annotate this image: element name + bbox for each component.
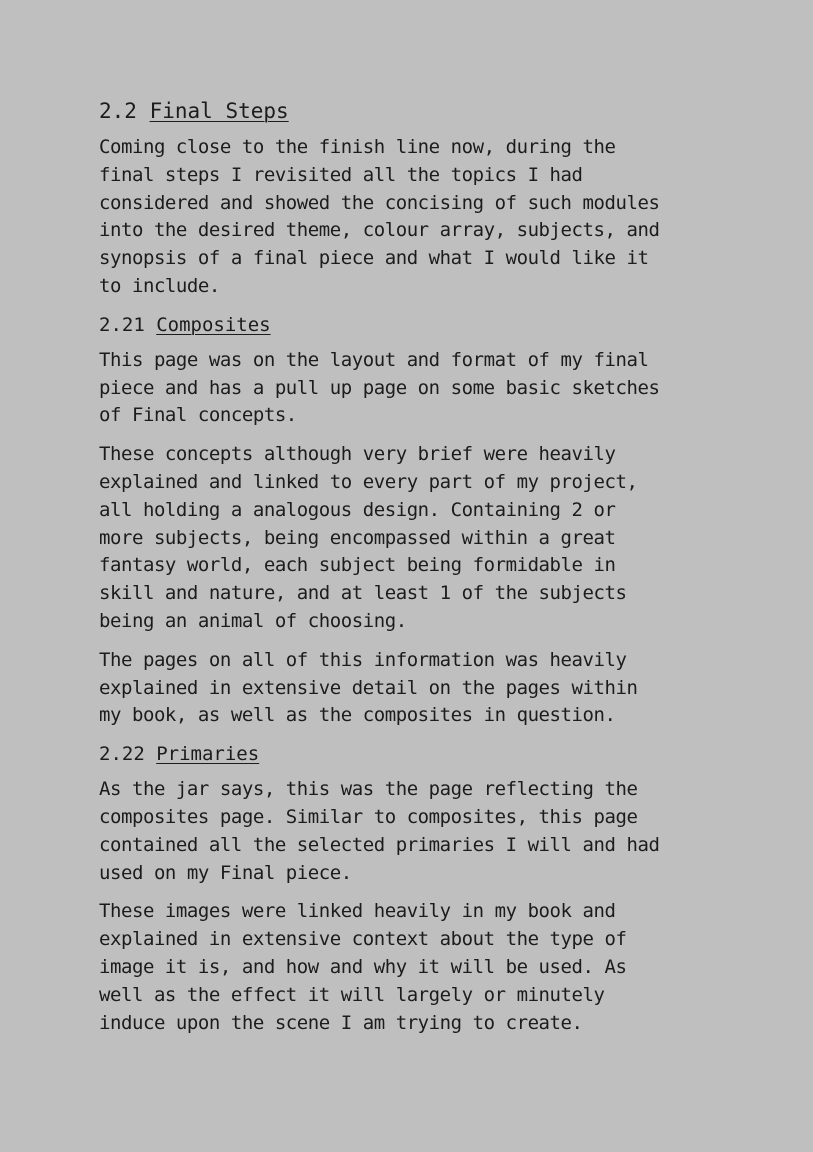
paragraph: As the jar says, this was the page reflecting the composites page. Similar to composites, this page contained all the selected primaries I will and had used on my Final piece.: [99, 778, 660, 884]
subsection-number: 2.22: [99, 743, 145, 766]
section-number: 2.2: [99, 99, 137, 123]
paragraph: These images were linked heavily in my book and explained in extensive context about the type of image it is, and how and why it will be used. As well as the effect it will largely or minutely induce upon the scene I am trying to create.: [99, 900, 627, 1034]
subsection-number: 2.21: [99, 313, 145, 336]
paragraph: These concepts although very brief were heavily explained and linked to every part of my project, all holding a analogous design. Containing 2 or more subjects, being encompassed within a great fantasy world, each subject being formidable in skill and nature, and at least 1 of the subjects being an animal of choosing.: [99, 443, 638, 632]
page-content: [99, 96, 739, 1048]
subsection-title: Primaries: [156, 743, 260, 766]
subsection-heading-composites: [99, 312, 739, 338]
section-heading: [99, 96, 739, 126]
paragraph: The pages on all of this information was heavily explained in extensive detail on the pages within my book, as well as the composites in question.: [99, 648, 638, 727]
subsection-title: Composites: [156, 313, 271, 336]
section-title: Final Steps: [149, 99, 289, 123]
paragraph: This page was on the layout and format of my final piece and has a pull up page on some basic sketches of Final concepts.: [99, 348, 660, 427]
paragraph: Coming close to the finish line now, during the final steps I revisited all the topics I had considered and showed the concising of such modules into the desired theme, colour array, subjects, and synopsis of a final piece and what I would like it to include.: [99, 136, 660, 297]
subsection-heading-primaries: [99, 741, 739, 767]
